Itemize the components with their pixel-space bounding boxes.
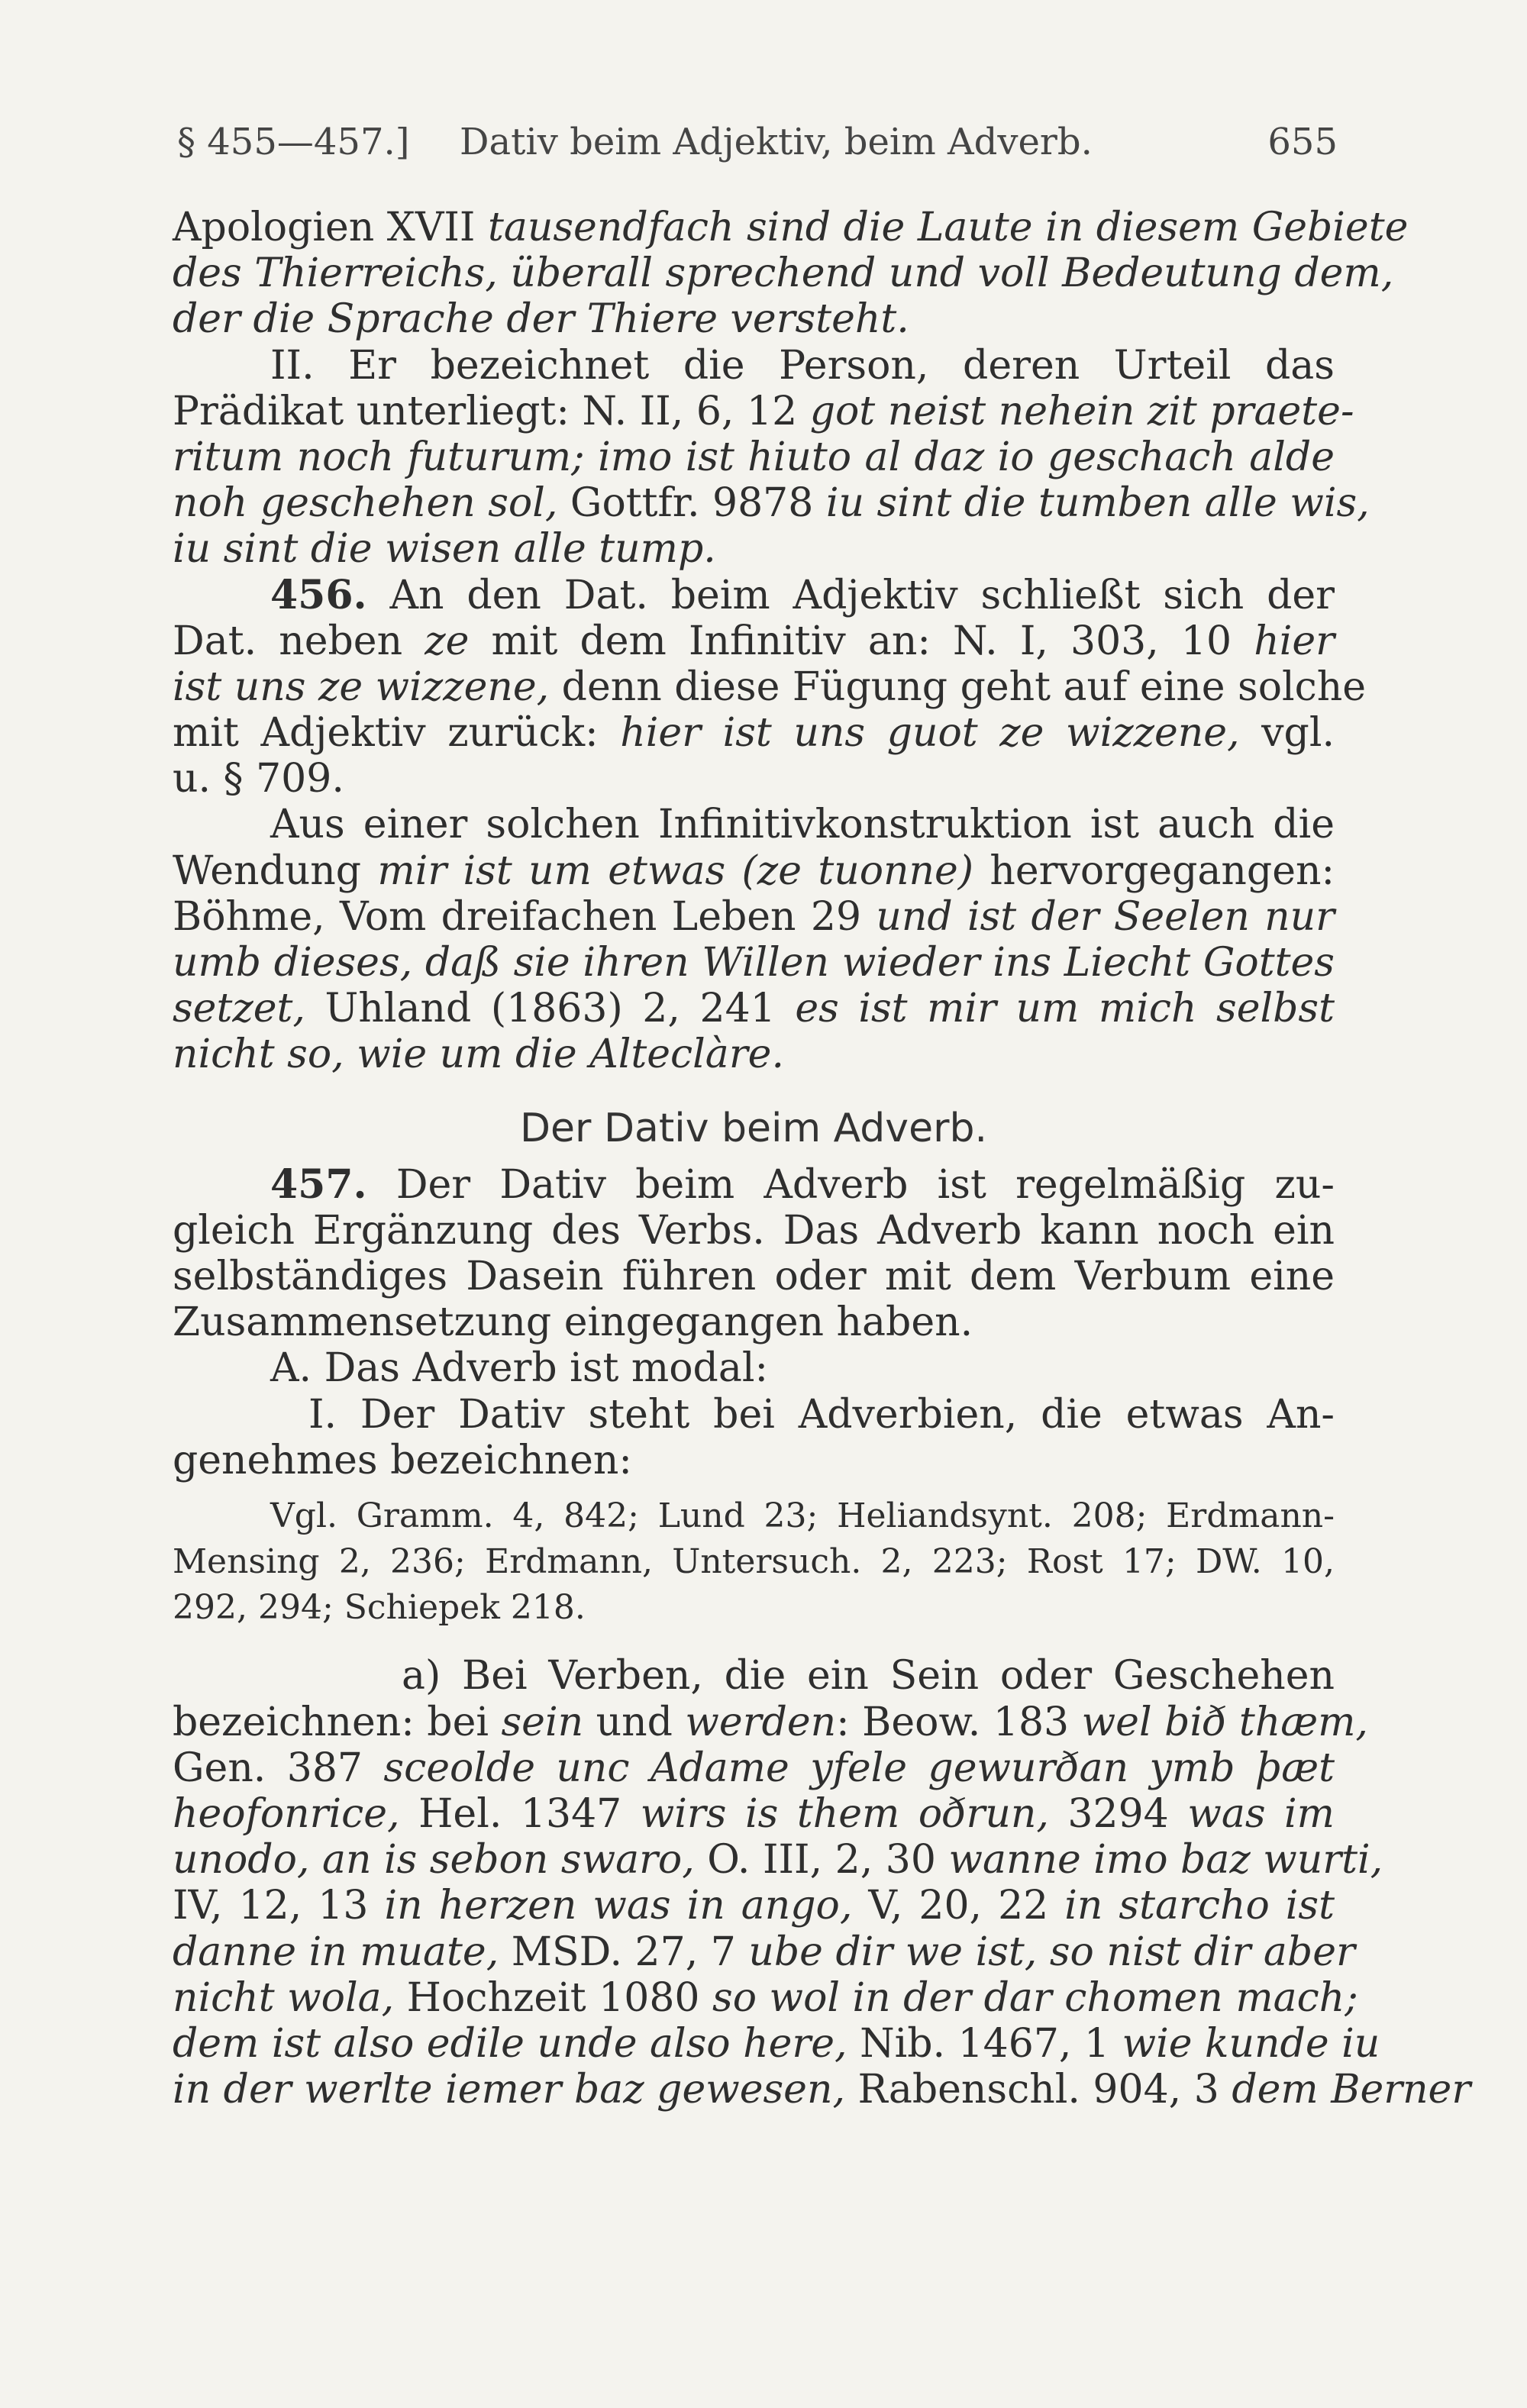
text-line xyxy=(173,1745,1335,1791)
text-line xyxy=(173,618,1335,664)
text-segment: Rabenschl. 904, 3 xyxy=(844,2067,1232,2113)
text-segment: Dat. neben xyxy=(173,618,425,664)
italic-quote: nicht so, wie um die Alteclàre. xyxy=(173,1031,784,1078)
text-segment: denn diese Fügung geht auf eine solche xyxy=(549,663,1367,710)
paragraph-number: 456. xyxy=(270,571,367,618)
italic-quote: hier xyxy=(1254,618,1335,664)
italic-quote: ube dir we ist, so nist dir aber xyxy=(748,1929,1355,1975)
italic-quote: es ist mir um mich selbst xyxy=(795,986,1335,1032)
text-line xyxy=(173,250,1394,297)
italic-quote: und ist der Seelen nur xyxy=(876,893,1335,940)
text-segment: vgl. xyxy=(1239,710,1335,757)
text-segment: selbständiges Dasein führen oder mit dem Verbum eine xyxy=(173,1253,1335,1299)
text-segment: Mensing 2, 236; Erdmann, Untersuch. 2, 223; Rost 17; DW. 10, xyxy=(173,1542,1335,1582)
text-segment: Gen. 387 xyxy=(173,1745,384,1791)
italic-quote: dem Berner xyxy=(1232,2067,1471,2113)
text-segment: gleich Ergänzung des Verbs. Das Adverb kann noch ein xyxy=(173,1207,1335,1254)
text-segment: Vgl. Gramm. 4, 842; Lund 23; Heliandsynt. 208; Erdmann- xyxy=(270,1496,1335,1535)
text-line xyxy=(173,573,1335,618)
italic-quote: noh geschehen sol, xyxy=(173,480,570,527)
italic-quote: wel bið thæm, xyxy=(1081,1699,1368,1745)
italic-quote: sceolde unc Adame yfele gewurðan ymb þæt xyxy=(383,1745,1335,1791)
paragraph-number: 457. xyxy=(270,1160,367,1208)
text-line xyxy=(173,1299,1335,1345)
italic-quote: hier ist uns guot ze wizzene, xyxy=(620,710,1240,757)
text-segment: 3294 xyxy=(1048,1791,1188,1837)
italic-quote: nicht wola, xyxy=(173,1974,395,2021)
text-line xyxy=(173,1497,1335,1543)
text-line xyxy=(173,205,1409,250)
text-segment: I. Der Dativ steht bei Adverbien, die etwas An- xyxy=(308,1391,1335,1438)
text-line xyxy=(173,756,1335,802)
italic-quote: setzet, xyxy=(173,986,305,1032)
text-segment: Aus einer solchen Infinitivkonstruktion ist auch die xyxy=(270,802,1335,848)
text-segment: Wendung xyxy=(173,847,378,894)
text-line xyxy=(173,526,1335,572)
text-segment: mit Adjektiv zurück: xyxy=(173,710,621,757)
text-line xyxy=(173,1543,1335,1589)
text-line xyxy=(173,296,1335,342)
text-line xyxy=(173,343,1335,389)
body-text xyxy=(173,205,1471,2113)
italic-quote: ze xyxy=(425,618,470,664)
text-line xyxy=(173,940,1335,986)
running-title: Dativ beim Adjektiv, beim Adverb. xyxy=(460,121,1093,163)
text-line xyxy=(173,480,1370,527)
italic-quote: umb dieses, daß sie ihren Willen wieder ins Liecht Gottes xyxy=(173,940,1335,986)
text-line xyxy=(173,1653,1335,1699)
text-segment: 292, 294; Schiepek 218. xyxy=(173,1588,586,1628)
text-segment: IV, 12, 13 xyxy=(173,1883,385,1929)
text-segment: Gottfr. 9878 xyxy=(570,480,826,527)
text-line xyxy=(173,1883,1335,1929)
text-segment: u. § 709. xyxy=(173,756,344,802)
text-segment: mit dem Infinitiv an: N. I, 303, 10 xyxy=(469,618,1254,664)
text-segment: Zusammensetzung eingegangen haben. xyxy=(173,1299,973,1346)
text-segment: Hochzeit 1080 xyxy=(394,1974,713,2021)
text-segment: hervorgegangen: xyxy=(973,847,1335,894)
text-line xyxy=(173,894,1335,940)
text-line xyxy=(173,663,1367,710)
text-line xyxy=(173,1791,1335,1837)
text-segment: und xyxy=(583,1699,686,1745)
text-line xyxy=(173,1929,1355,1975)
text-line xyxy=(173,848,1335,894)
text-line xyxy=(173,1345,1335,1391)
italic-quote: ist uns ze wizzene, xyxy=(173,663,550,710)
italic-quote: wie kunde iu xyxy=(1122,2020,1380,2067)
text-segment: An den Dat. beim Adjektiv schließt sich der xyxy=(366,572,1335,618)
text-segment: O. III, 2, 30 xyxy=(694,1837,949,1883)
text-line xyxy=(173,1837,1383,1883)
text-line xyxy=(173,434,1335,480)
italic-quote: der die Sprache der Thiere versteht. xyxy=(173,296,909,343)
text-line xyxy=(173,388,1354,434)
text-segment: : Beow. 183 xyxy=(836,1699,1082,1745)
text-segment: Der Dativ beim Adverb. xyxy=(520,1105,987,1151)
italic-quote: mir ist um etwas (ze tuonne) xyxy=(377,847,974,894)
text-segment: V, 20, 22 xyxy=(852,1883,1065,1929)
section-range: § 455—457.] xyxy=(177,121,410,163)
text-line xyxy=(173,986,1335,1031)
italic-quote: des Thierreichs, überall sprechend und voll Bedeutung dem, xyxy=(173,250,1394,297)
text-line xyxy=(173,1254,1335,1299)
text-line xyxy=(173,1208,1335,1254)
text-line xyxy=(173,1699,1368,1745)
text-segment: Nib. 1467, 1 xyxy=(847,2020,1122,2067)
text-line xyxy=(173,1031,1335,1077)
italic-quote: iu sint die tumben alle wis, xyxy=(825,480,1370,527)
section-heading xyxy=(173,1092,1335,1165)
italic-quote: got neist nehein zit praete- xyxy=(809,388,1354,434)
text-line xyxy=(173,1438,1335,1483)
text-segment: Hel. 1347 xyxy=(399,1791,641,1837)
italic-quote: in starcho ist xyxy=(1064,1883,1335,1929)
text-line xyxy=(173,2020,1380,2067)
italic-quote: sein xyxy=(501,1699,584,1745)
italic-quote: unodo, an is sebon swaro, xyxy=(173,1837,695,1883)
italic-quote: was im xyxy=(1187,1791,1335,1837)
italic-quote: dem ist also edile unde also here, xyxy=(173,2020,847,2067)
text-segment: II. Er bezeichnet die Person, deren Urteil das xyxy=(270,342,1335,389)
italic-quote: in herzen was in ango, xyxy=(384,1883,853,1929)
text-segment: bezeichnen: bei xyxy=(173,1699,502,1745)
italic-quote: heofonrice, xyxy=(173,1791,400,1837)
text-line xyxy=(173,802,1335,847)
italic-quote: in der werlte iemer baz gewesen, xyxy=(173,2067,845,2113)
text-line xyxy=(173,1162,1335,1208)
text-line xyxy=(173,1974,1358,2021)
reference-note-block xyxy=(173,1497,1335,1635)
text-segment: Böhme, Vom dreifachen Leben 29 xyxy=(173,893,876,940)
italic-quote: so wol in der dar chomen mach; xyxy=(712,1974,1358,2021)
text-segment: Der Dativ beim Adverb ist regelmäßig zu- xyxy=(366,1161,1335,1208)
text-line xyxy=(173,1589,1335,1635)
text-line xyxy=(173,1392,1335,1438)
text-segment: A. Das Adverb ist modal: xyxy=(270,1345,768,1392)
text-line xyxy=(173,710,1335,756)
italic-quote: danne in muate, xyxy=(173,1929,499,1975)
text-segment: MSD. 27, 7 xyxy=(499,1929,749,1975)
text-segment: Uhland (1863) 2, 241 xyxy=(305,986,796,1032)
italic-quote: ritum noch futurum; imo ist hiuto al daz io geschach alde xyxy=(173,434,1335,480)
italic-quote: tausendfach sind die Laute in diesem Gebiete xyxy=(487,205,1409,250)
page-number: 655 xyxy=(1267,121,1338,163)
text-segment: Prädikat unterliegt: N. II, 6, 12 xyxy=(173,388,810,434)
italic-quote: werden xyxy=(685,1699,837,1745)
text-line xyxy=(173,2067,1471,2113)
italic-quote: wirs is them oðrun, xyxy=(640,1791,1049,1837)
running-header xyxy=(177,121,1338,174)
text-segment: genehmes bezeichnen: xyxy=(173,1437,632,1483)
text-segment: a) Bei Verben, die ein Sein oder Geschehen xyxy=(402,1653,1335,1699)
italic-quote: wanne imo baz wurti, xyxy=(948,1837,1383,1883)
italic-quote: iu sint die wisen alle tump. xyxy=(173,526,716,573)
text-segment: Apologien XVII xyxy=(173,205,488,250)
